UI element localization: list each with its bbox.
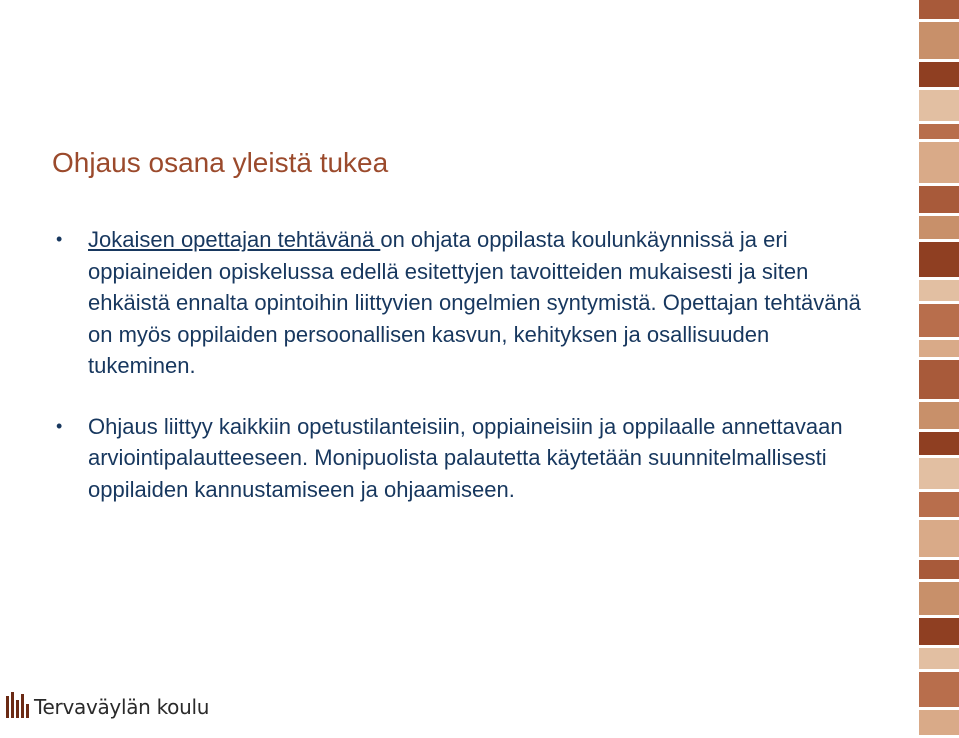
bullet-dot-icon: • [56,415,63,436]
sidebar-strip [919,22,959,59]
bullet-2-text: Ohjaus liittyy kaikkiin opetustilanteisiin, oppiaineisiin ja oppilaalle annettavaan arviointipalautteeseen. Monipuolista palautetta käytetään suunnitelmallisesti oppilaiden kannustamiseen ja ohjaamiseen. [88,413,843,502]
sidebar-strip [919,520,959,557]
sidebar-strip [919,458,959,489]
sidebar-strip [919,432,959,455]
sidebar-strip [919,582,959,615]
bullet-item-2 [52,411,872,506]
sidebar-strip [919,216,959,239]
sidebar-strip [919,402,959,429]
logo-text: Tervaväylän koulu [34,695,210,719]
sidebar-strip [919,648,959,669]
bullet-item-1 [52,224,872,382]
sidebar-strip [919,186,959,213]
bullet-dot-icon: • [56,229,63,249]
bullet-1-text: on ohjata oppilasta koulunkäynnissä ja eri oppiaineiden opiskelussa edellä esitettyjen tavoitteiden mukaisesti ja siten ehkäistä ennalta opintoihin liittyvien ongelmien syntymistä. Opettajan tehtävänä on myös oppilaiden persoonallisen kasvun, kehityksen ja osallisuuden tukeminen. [88,227,861,378]
sidebar-strip [919,560,959,579]
decorative-sidebar [919,0,959,738]
sidebar-strip [919,242,959,277]
slide-title: Ohjaus osana yleistä tukea [52,147,389,178]
sidebar-strip [919,492,959,517]
sidebar-strip [919,280,959,301]
sidebar-strip [919,340,959,357]
sidebar-strip [919,618,959,645]
sidebar-strip [919,62,959,87]
bullet-1-underlined: Jokaisen opettajan tehtävänä [88,227,381,252]
sidebar-strip [919,672,959,707]
sidebar-strip [919,710,959,735]
logo-bars-icon [6,692,30,718]
sidebar-strip [919,0,959,19]
sidebar-strip [919,124,959,139]
sidebar-strip [919,360,959,399]
school-logo [6,688,209,718]
sidebar-strip [919,142,959,183]
bullet-list [52,224,872,505]
sidebar-strip [919,90,959,121]
sidebar-strip [919,304,959,337]
